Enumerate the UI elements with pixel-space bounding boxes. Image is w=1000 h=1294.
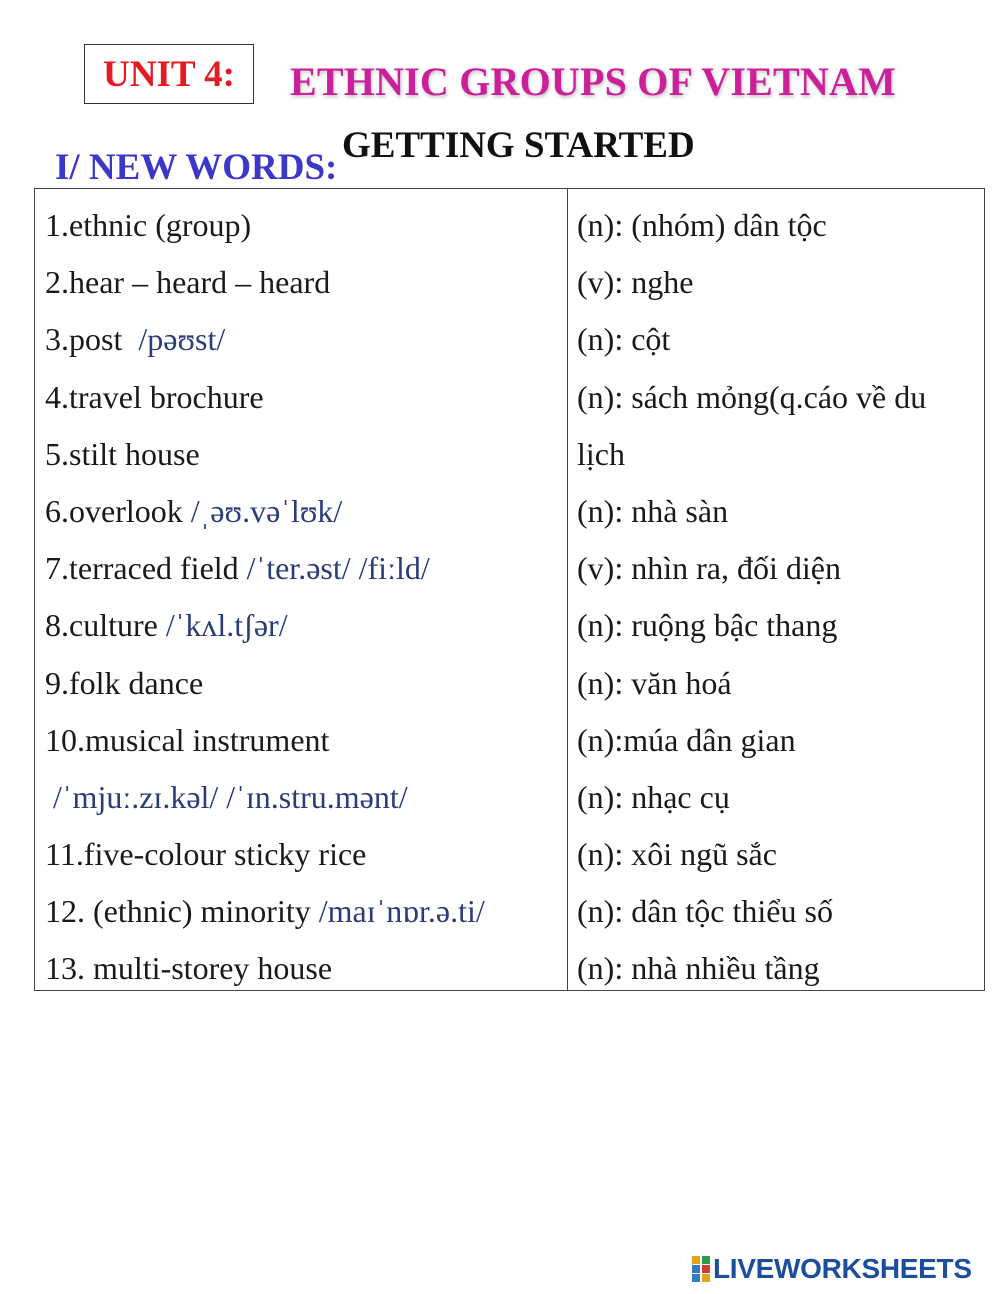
vocab-term-line: 5.stilt house (45, 435, 200, 472)
vocab-term-line: 13. multi-storey house (45, 950, 333, 987)
vocab-meaning-line: (n): dân tộc thiểu số (577, 893, 833, 930)
vocab-term-line: 10.musical instrument (45, 721, 330, 758)
liveworksheets-logo[interactable] (692, 1252, 972, 1286)
vocab-term-line: 3.post /pəʊst/ (45, 321, 226, 358)
vocab-term-line: 6.overlook /ˌəʊ.vəˈlʊk/ (45, 492, 343, 529)
vocab-term-line: 7.terraced field /ˈter.əst/ /fiːld/ (45, 550, 430, 587)
unit-label-box (84, 44, 254, 104)
vocab-meaning-line: (n): xôi ngũ sắc (577, 836, 777, 873)
liveworksheets-logo-icon (692, 1256, 710, 1282)
vocab-meaning-line: (n): văn hoá (577, 664, 732, 701)
vocab-meaning-line: (n):múa dân gian (577, 721, 796, 758)
section-heading: I/ NEW WORDS: (55, 147, 338, 188)
vocab-meaning-line: (n): (nhóm) dân tộc (577, 207, 827, 243)
vocab-meaning-line: (n): ruộng bậc thang (577, 607, 838, 644)
vocab-term-line (45, 769, 567, 826)
vietnamese-column (568, 189, 984, 990)
ipa-text: /ˌəʊ.vəˈlʊk/ (190, 492, 343, 529)
ipa-text: /maɪˈnɒr.ə.ti/ (318, 893, 485, 930)
ipa-text: /pəʊst/ (138, 321, 226, 358)
english-column (35, 189, 568, 990)
vocab-meaning-line: (n): nhạc cụ (577, 778, 730, 815)
vocab-term-line: 2.hear – heard – heard (45, 264, 331, 301)
vocab-term-line: 12. (ethnic) minority /maɪˈnɒr.ə.ti/ (45, 893, 485, 930)
vocab-meaning-line: (v): nghe (577, 264, 694, 301)
liveworksheets-logo-text: LIVEWORKSHEETS (713, 1253, 972, 1284)
page-subtitle: GETTING STARTED (342, 125, 695, 166)
vocab-meaning-line: (n): nhà nhiều tầng (577, 950, 820, 987)
vocab-meaning-line: (v): nhìn ra, đối diện (577, 550, 841, 587)
vocab-term-line: 4.travel brochure (45, 378, 264, 415)
ipa-text: /ˈmjuː.zɪ.kəl/ /ˈɪn.stru.mənt/ (53, 778, 408, 815)
vocab-term-line: 9.folk dance (45, 664, 204, 701)
ipa-text: /ˈkʌl.tʃər/ (165, 607, 288, 644)
vocab-term-line: 8.culture /ˈkʌl.tʃər/ (45, 607, 288, 644)
vocab-meaning-line: (n): sách mỏng(q.cáo về du (577, 378, 927, 415)
unit-label: UNIT 4: (103, 53, 235, 95)
vocab-term-line: 11.five-colour sticky rice (45, 836, 367, 873)
vocab-meaning-line: lịch (577, 435, 625, 472)
vocab-term-line: 1.ethnic (group) (45, 207, 252, 243)
vocab-meaning-line: (n): cột (577, 321, 671, 358)
vocabulary-table (34, 188, 985, 991)
page-title: ETHNIC GROUPS OF VIETNAM (290, 59, 896, 104)
vocab-meaning-line: (n): nhà sàn (577, 492, 729, 529)
ipa-text: /ˈter.əst/ /fiːld/ (246, 550, 430, 587)
